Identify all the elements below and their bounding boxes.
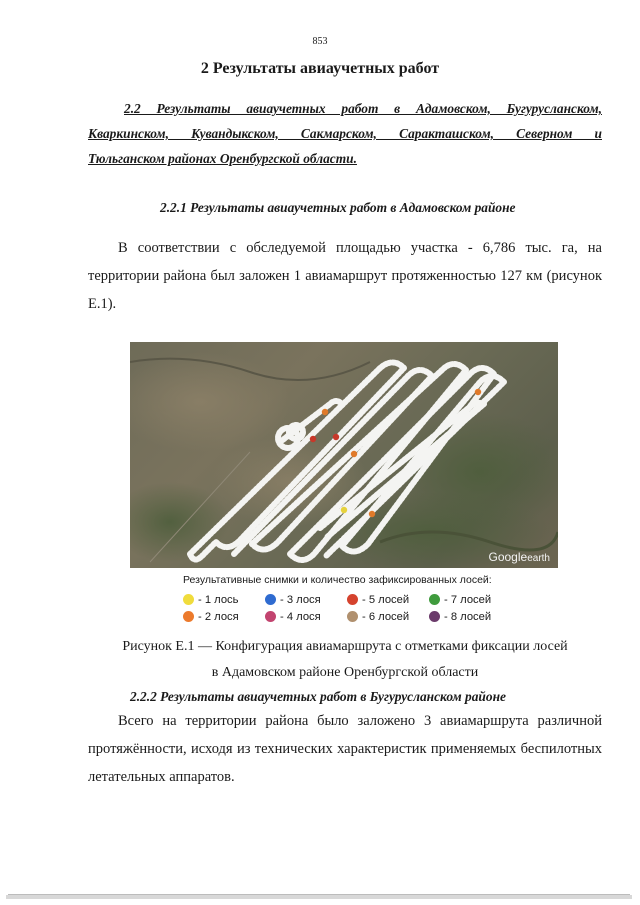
watermark-brand: Google [488,550,528,564]
moose-mark [369,511,375,517]
subsection-heading-2-2-2: 2.2.2 Результаты авиаучетных работ в Бугурусланском районе [130,689,506,704]
legend-title: Результативные снимки и количество зафиксированных лосей: [183,574,492,586]
figure-caption-continued: в Адамовском районе Оренбургской области [211,665,479,680]
legend [183,591,513,625]
moose-mark [475,389,481,395]
legend-swatch-3 [265,594,276,605]
subsection-heading-line: Тюльганском районах Оренбургской области. [88,151,357,166]
legend-item [265,611,347,623]
moose-mark [333,434,339,440]
legend-swatch-8 [429,611,440,622]
field-patch [130,352,290,452]
subsection-heading-2-2-1: 2.2.1 Результаты авиаучетных работ в Адамовском районе [160,200,516,215]
legend-row [183,608,513,625]
legend-label: - 3 лося [280,593,321,606]
legend-label: - 6 лосей [362,610,410,623]
legend-item [429,594,511,606]
body-paragraph: Всего на территории района было заложено 3 авиамаршрута различной протяжённости, исходя из технических характеристик применяемых беспилотных летательных аппаратов. [88,713,602,785]
google-earth-watermark [489,550,551,564]
body-paragraph: В соответствии с обследуемой площадью участка - 6,786 тыс. га, на территории района был заложен 1 авиамаршрут протяженностью 127 км (рисунок Е.1). [88,240,602,312]
legend-row [183,591,513,608]
legend-item [183,594,265,606]
route-map [130,342,558,568]
subsection-heading-line: Кваркинском, Кувандыкском, Сакмарском, Саракташском, Северном и [88,126,602,141]
legend-swatch-5 [347,594,358,605]
section-heading: 2 Результаты авиаучетных работ [200,60,440,77]
subsection-heading-line: 2.2 Результаты авиаучетных работ в Адамовском, Бугурусланском, [124,101,602,116]
figure-caption: Рисунок Е.1 — Конфигурация авиамаршрута с отметками фиксации лосей [122,639,568,654]
legend-swatch-4 [265,611,276,622]
legend-label: - 5 лосей [362,593,410,606]
legend-label: - 8 лосей [444,610,492,623]
moose-mark [341,507,347,513]
legend-label: - 2 лося [198,610,239,623]
moose-mark [310,436,316,442]
legend-item [183,611,265,623]
legend-item [347,594,429,606]
legend-swatch-7 [429,594,440,605]
subsection-heading-2-2 [88,96,602,171]
legend-swatch-2 [183,611,194,622]
legend-item [429,611,511,623]
legend-swatch-6 [347,611,358,622]
legend-swatch-1 [183,594,194,605]
moose-mark [322,409,328,415]
legend-label: - 7 лосей [444,593,492,606]
legend-label: - 4 лося [280,610,321,623]
legend-label: - 1 лось [198,593,239,606]
legend-item [265,594,347,606]
page-number: 853 [312,36,328,47]
legend-item [347,611,429,623]
page-bottom-edge [6,895,632,899]
moose-mark [351,451,357,457]
satellite-map-figure [130,342,558,568]
watermark-suffix: earth [527,553,550,564]
